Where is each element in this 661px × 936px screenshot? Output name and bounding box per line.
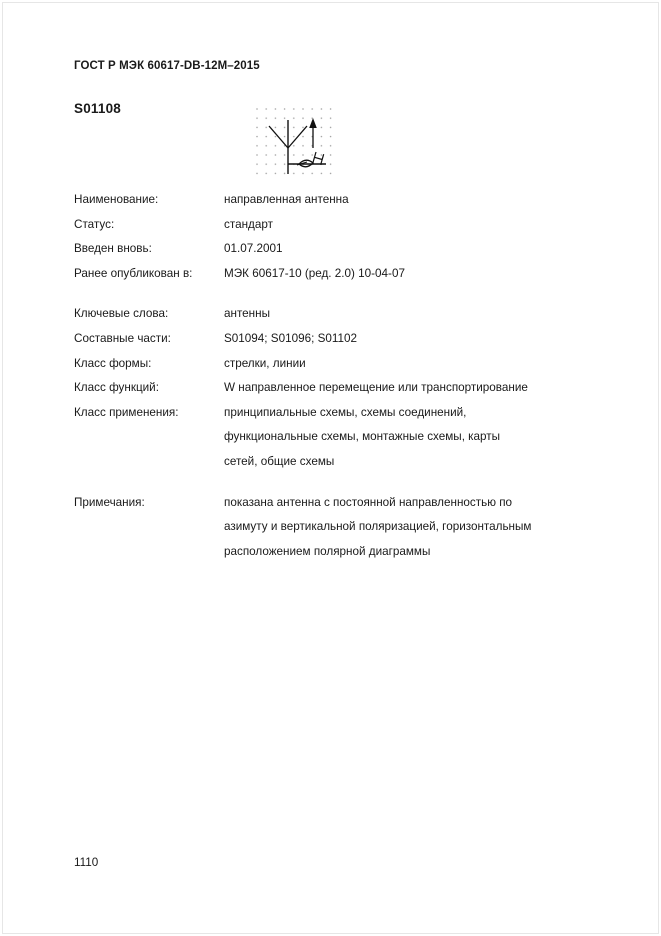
attribute-value-line: S01094; S01096; S01102 bbox=[224, 331, 358, 345]
attribute-value-line: W направленное перемещение или транспортирование bbox=[224, 381, 528, 395]
grid-background bbox=[256, 108, 332, 180]
attribute-label: Наименование: bbox=[74, 193, 159, 206]
attribute-row bbox=[74, 188, 604, 213]
attribute-value bbox=[224, 491, 604, 565]
attribute-value bbox=[224, 237, 604, 262]
page-number: 1110 bbox=[74, 856, 99, 869]
symbol-attribute-list bbox=[74, 188, 604, 564]
attribute-value-line: функциональные схемы, монтажные схемы, карты bbox=[224, 430, 501, 444]
attribute-label: Класс формы: bbox=[74, 356, 152, 370]
attribute-value bbox=[224, 213, 604, 238]
attribute-label: Составные части: bbox=[74, 331, 171, 345]
attribute-row bbox=[74, 237, 604, 262]
attribute-value-line: показана антенна с постоянной направленностью по bbox=[224, 495, 513, 509]
attribute-value bbox=[224, 376, 604, 401]
symbol-code-title: S01108 bbox=[74, 101, 121, 116]
attribute-label: Введен вновь: bbox=[74, 242, 152, 256]
attribute-row bbox=[74, 376, 604, 401]
attribute-row bbox=[74, 262, 604, 287]
attribute-value-line: направленная антенна bbox=[224, 193, 349, 206]
attribute-value bbox=[224, 188, 604, 213]
attribute-value-line: стрелки, линии bbox=[224, 356, 306, 370]
attribute-row bbox=[74, 491, 604, 565]
attribute-value-line: антенны bbox=[224, 307, 270, 321]
attribute-label: Примечания: bbox=[74, 495, 145, 509]
attribute-row bbox=[74, 352, 604, 377]
standard-header: ГОСТ Р МЭК 60617-DB-12M–2015 bbox=[74, 60, 260, 72]
antenna-symbol-graphic bbox=[256, 108, 332, 180]
attribute-label: Класс функций: bbox=[74, 381, 159, 395]
attribute-value-line: МЭК 60617-10 (ред. 2.0) 10-04-07 bbox=[224, 266, 405, 280]
attribute-value bbox=[224, 352, 604, 377]
attribute-row bbox=[74, 302, 604, 327]
attribute-value-line: принципиальные схемы, схемы соединений, bbox=[224, 405, 467, 419]
attribute-value-line: сетей, общие схемы bbox=[224, 454, 335, 468]
attribute-value-line: 01.07.2001 bbox=[224, 242, 283, 256]
attribute-value bbox=[224, 401, 604, 475]
attribute-label: Ранее опубликован в: bbox=[74, 266, 193, 280]
attribute-label: Ключевые слова: bbox=[74, 307, 169, 321]
attribute-row bbox=[74, 401, 604, 475]
attribute-value bbox=[224, 302, 604, 327]
attribute-label: Класс применения: bbox=[74, 405, 179, 419]
attribute-value bbox=[224, 327, 604, 352]
attribute-value bbox=[224, 262, 604, 287]
attribute-value-line: стандарт bbox=[224, 217, 273, 231]
attribute-label: Статус: bbox=[74, 217, 115, 231]
attribute-value-line: азимуту и вертикальной поляризацией, горизонтальным bbox=[224, 520, 532, 534]
attribute-row bbox=[74, 327, 604, 352]
attribute-row bbox=[74, 213, 604, 238]
attribute-value-line: расположением полярной диаграммы bbox=[224, 544, 431, 558]
